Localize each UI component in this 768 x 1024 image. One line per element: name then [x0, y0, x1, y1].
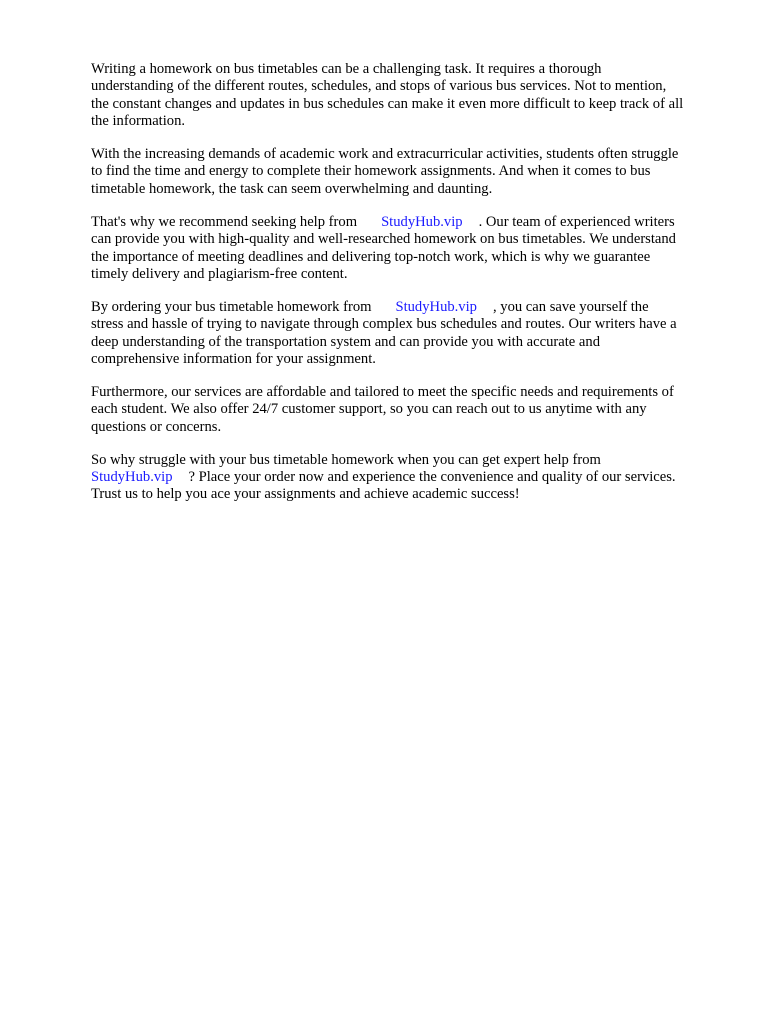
studyhub-link[interactable]: StudyHub.vip	[91, 468, 173, 485]
text-line: timely delivery and plagiarism-free content.	[91, 265, 348, 282]
text-line: the information.	[91, 113, 186, 130]
text-line: Writing a homework on bus timetables can be a challenging task. It requires a thorough	[91, 61, 602, 77]
text-line: questions or concerns.	[91, 418, 222, 435]
document-page	[91, 61, 731, 519]
text-line: to find the time and energy to complete their homework assignments. And when it comes to bus	[91, 163, 651, 180]
paragraph-intro	[91, 61, 731, 131]
text-line: can provide you with high-quality and well-researched homework on bus timetables. We understand	[91, 231, 676, 248]
paragraph-recommendation	[91, 214, 731, 284]
text-line: stress and hassle of trying to navigate through complex bus schedules and routes. Our writers have a	[91, 316, 677, 333]
text-line: With the increasing demands of academic work and extracurricular activities, students often struggle	[91, 146, 679, 163]
text-line: Furthermore, our services are affordable and tailored to meet the specific needs and requirements of	[91, 383, 674, 400]
text-line	[91, 299, 731, 316]
paragraph-ordering	[91, 299, 731, 369]
text-segment: , you can save yourself the	[492, 298, 649, 315]
text-line: the importance of meeting deadlines and delivering top-notch work, which is why we guarantee	[91, 248, 651, 265]
text-segment: ? Place your order now and experience the convenience and quality of our services.	[188, 468, 676, 485]
text-line: each student. We also offer 24/7 customer support, so you can reach out to us anytime with any	[91, 401, 647, 418]
paragraph-closing	[91, 452, 731, 504]
paragraph-demands	[91, 146, 731, 198]
text-line	[91, 469, 731, 486]
text-line: comprehensive information for your assignment.	[91, 350, 376, 367]
text-line: understanding of the different routes, schedules, and stops of various bus services. Not to mention,	[91, 78, 667, 95]
text-line: Trust us to help you ace your assignments and achieve academic success!	[91, 486, 520, 503]
text-line: deep understanding of the transportation system and can provide you with accurate and	[91, 333, 600, 350]
text-segment: . Our team of experienced writers	[478, 213, 675, 230]
studyhub-link[interactable]: StudyHub.vip	[395, 298, 477, 315]
text-line	[91, 214, 731, 231]
studyhub-link[interactable]: StudyHub.vip	[381, 213, 463, 230]
text-segment: By ordering your bus timetable homework from	[91, 298, 372, 315]
text-line: So why struggle with your bus timetable homework when you can get expert help from	[91, 451, 601, 468]
text-line: timetable homework, the task can seem overwhelming and daunting.	[91, 180, 493, 197]
text-segment: That's why we recommend seeking help from	[91, 213, 358, 230]
paragraph-services	[91, 384, 731, 436]
text-line: the constant changes and updates in bus schedules can make it even more difficult to keep track of all	[91, 95, 684, 112]
